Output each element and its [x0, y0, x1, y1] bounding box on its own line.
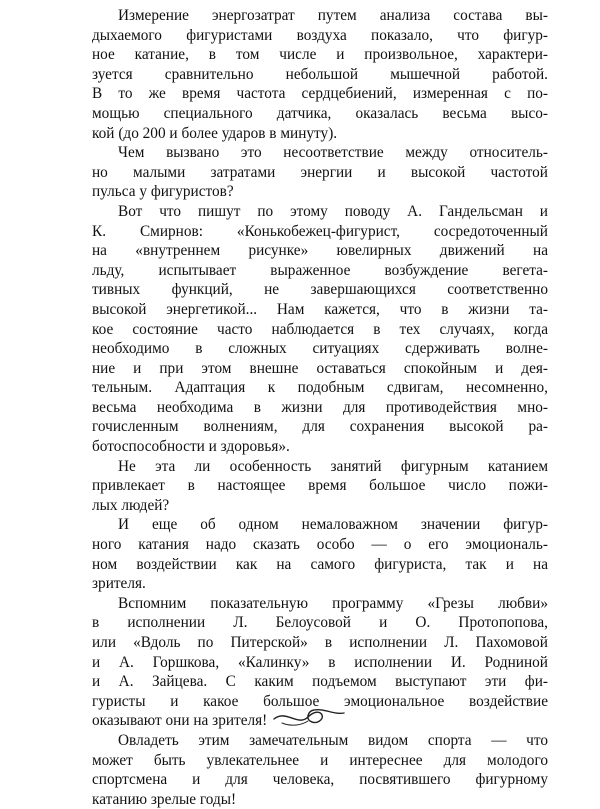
text-line: Чем вызвано это несоответствие между относитель- [118, 144, 548, 162]
text-line: может быть увлекательнее и интереснее для молодого [92, 751, 548, 769]
text-line: оказывают они на зрителя! [92, 712, 268, 730]
text-line: ном воздействии как на самого фигуриста, так и на [92, 555, 548, 573]
text-line: и А. Горшкова, «Калинку» в исполнении И. Родниной [92, 653, 548, 671]
text-line: В то же время частота сердцебиений, измеренная с по- [92, 85, 548, 103]
text-line: ного катания надо сказать особо — о его эмоциональ- [92, 536, 548, 554]
paragraph [92, 457, 548, 516]
text-line: в исполнении Л. Белоусовой и О. Протопопова, [92, 614, 548, 632]
body-text [92, 6, 548, 809]
paragraph [92, 515, 548, 593]
text-line: К. Смирнов: «Конькобежец-фигурист, сосредоточенный [92, 222, 548, 240]
text-line: но малыми затратами энергии и высокой частотой [92, 163, 548, 181]
paragraph [92, 731, 548, 809]
text-line: высокой энергетикой... Нам кажется, что в жизни та- [92, 300, 548, 318]
text-line: пульса у фигуристов? [92, 183, 234, 201]
text-line: весьма необходима в жизни для противодействия мно- [92, 398, 548, 416]
text-line: гуристы и какое большое эмоциональное воздействие [92, 692, 548, 710]
text-line: дыхаемого фигуристами воздуха показало, что фигур- [92, 26, 548, 44]
text-line: или «Вдоль по Питерской» в исполнении Л. Пахомовой [92, 634, 548, 651]
text-line: кой (до 200 и более ударов в минуту). [92, 124, 338, 142]
text-line: зуется сравнительно небольшой мышечной работой. [92, 65, 548, 83]
text-line: спортсмена и для человека, посвятившего фигурному [92, 771, 548, 789]
text-line: Овладеть этим замечательным видом спорта — что [118, 731, 548, 749]
text-line: необходимо в сложных ситуациях сдерживать волне- [92, 340, 548, 358]
text-line: Вспомним показательную программу «Грезы любви» [118, 594, 548, 612]
text-line: на «внутреннем рисунке» ювелирных движений на [92, 242, 548, 260]
text-line: гочисленным волнениям, для сохранения высокой ра- [92, 418, 548, 436]
text-line: зрителя. [92, 575, 146, 593]
text-line: Измерение энергозатрат путем анализа состава вы- [118, 7, 548, 24]
text-line: тельным. Адаптация к подобным сдвигам, несомненно, [92, 379, 548, 397]
text-line: Вот что пишут по этому поводу А. Гандельсман и [118, 202, 548, 220]
paragraph [92, 202, 548, 457]
text-line: ние и при этом внешне оставаться спокойным и дея- [92, 359, 548, 377]
text-line: ное катание, в том числе и произвольное, характери- [92, 46, 548, 64]
text-line: И еще об одном немаловажном значении фигур- [118, 516, 548, 534]
text-line: катанию зрелые годы! [92, 790, 237, 808]
text-line: кое состояние часто наблюдается в тех случаях, когда [92, 320, 548, 338]
text-line: тивных функций, не завершающихся соответственно [92, 281, 548, 299]
text-line: и А. Зайцева. С каким подъемом выступают эти фи- [92, 673, 548, 691]
text-line: лых людей? [92, 496, 170, 514]
paragraph [92, 6, 548, 143]
text-line: Не эта ли особенность занятий фигурным катанием [118, 457, 548, 475]
text-line: льду, испытывает выраженное возбуждение вегета- [92, 261, 548, 279]
paragraph [92, 143, 548, 202]
text-line: мощью специального датчика, оказалась весьма высо- [92, 104, 548, 122]
decorative-flourish-icon [268, 703, 348, 731]
text-line: ботоспособности и здоровья». [92, 438, 290, 456]
text-line: привлекает в настоящее время большое число пожи- [92, 477, 548, 495]
